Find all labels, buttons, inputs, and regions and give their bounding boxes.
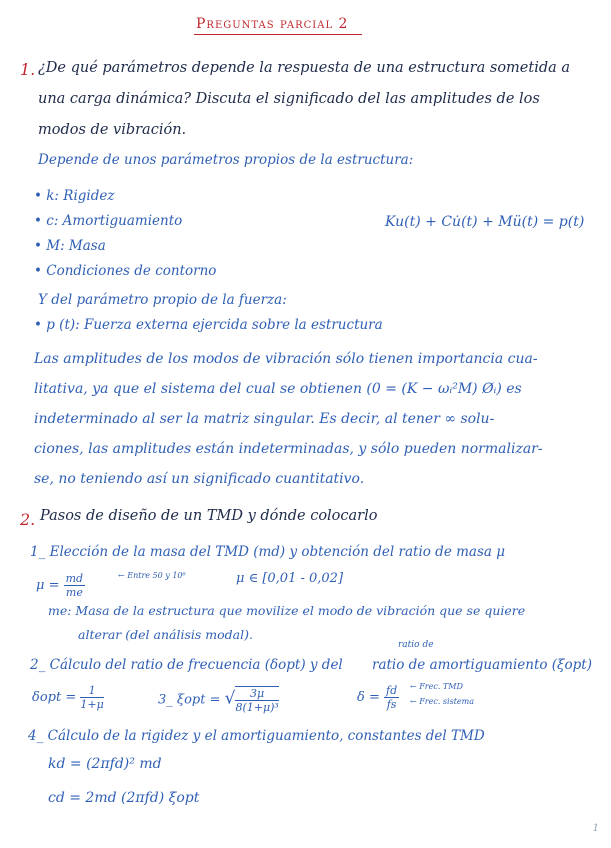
parameter-item: • c: Amortiguamiento	[34, 213, 183, 229]
mu-range: μ ∈ [0,01 - 0,02]	[236, 571, 344, 586]
force-intro: Y del parámetro propio de la fuerza:	[38, 292, 287, 308]
paragraph-line: se, no teniendo así un significado cuantitativo.	[34, 471, 365, 487]
frequency-fraction	[384, 684, 399, 711]
mu-numerator: md	[65, 572, 84, 585]
step-3: 3_ ξopt =	[158, 692, 221, 708]
paragraph-line: indeterminado al ser la matriz singular. Es decir, al tener ∞ solu-	[34, 411, 495, 427]
xi-numerator: 3μ	[235, 687, 278, 701]
step-2-b: ratio de amortiguamiento (ξopt)	[372, 657, 592, 673]
parameter-item: • Condiciones de contorno	[34, 263, 217, 279]
mu-denominator: me	[65, 586, 83, 599]
question-1-number: 1.	[20, 60, 36, 79]
delta-definition	[357, 684, 399, 711]
step-2: 2_ Cálculo del ratio de frecuencia (δopt) y del	[30, 657, 343, 673]
motion-equation: Ku(t) + Cu̇(t) + Mü(t) = p(t)	[385, 214, 585, 230]
parameter-item: • k: Rigidez	[34, 188, 115, 204]
question-1-line: modos de vibración.	[38, 122, 187, 138]
step-1: 1_ Elección de la masa del TMD (md) y obtención del ratio de masa μ	[30, 544, 505, 560]
delta-denominator: 1+μ	[80, 698, 104, 711]
question-1-line: ¿De qué parámetros depende la respuesta de una estructura sometida a	[38, 60, 571, 76]
xi-fraction	[235, 686, 278, 714]
xi-opt-formula	[158, 686, 279, 714]
question-2-number: 2.	[20, 510, 36, 529]
parameter-item: • M: Masa	[34, 238, 106, 254]
mu-lhs: μ =	[36, 578, 60, 593]
fd-label: fd	[386, 684, 398, 697]
kd-formula: kd = (2πfd)² md	[48, 756, 162, 772]
mu-fraction	[64, 572, 85, 599]
paragraph-line: litativa, ya que el sistema del cual se obtienen (0 = (K − ωᵢ²M) Øᵢ) es	[34, 381, 522, 397]
delta-opt-formula	[32, 684, 104, 711]
page-number: 1	[592, 823, 599, 834]
step-2-note: ratio de	[398, 640, 434, 650]
title-underline	[194, 34, 362, 35]
me-definition-cont: alterar (del análisis modal).	[78, 627, 253, 642]
force-item: • p (t): Fuerza externa ejercida sobre la estructura	[34, 317, 383, 333]
delta-fraction	[80, 684, 103, 711]
mu-formula	[36, 572, 85, 599]
answer-intro: Depende de unos parámetros propios de la estructura:	[38, 152, 414, 168]
fs-label: fs	[386, 698, 397, 711]
xi-denominator: 8(1+μ)³	[235, 701, 279, 714]
page-title: Preguntas parcial 2	[196, 16, 349, 32]
delta-numerator: 1	[80, 684, 103, 698]
question-1-line: una carga dinámica? Discuta el significado del las amplitudes de los	[38, 91, 540, 107]
sqrt-icon: √	[224, 688, 236, 709]
question-1-text	[38, 53, 598, 146]
cd-formula: cd = 2md (2πfd) ξopt	[48, 790, 200, 806]
question-2-title: Pasos de diseño de un TMD y dónde colocarlo	[40, 508, 378, 524]
delta-opt-lhs: δopt =	[32, 690, 77, 705]
delta-lhs: δ =	[357, 690, 380, 705]
fs-note: ← Frec. sistema	[410, 697, 474, 706]
parameter-list	[34, 184, 216, 284]
paragraph-line: Las amplitudes de los modos de vibración sólo tienen importancia cua-	[34, 351, 538, 367]
fd-note: ← Frec. TMD	[410, 682, 463, 691]
amplitudes-paragraph	[34, 344, 594, 494]
mu-note: ← Entre 50 y 10⁶	[118, 571, 186, 580]
me-definition: me: Masa de la estructura que movilize el modo de vibración que se quiere	[48, 603, 526, 618]
step-4: 4_ Cálculo de la rigidez y el amortiguamiento, constantes del TMD	[28, 728, 485, 744]
paragraph-line: ciones, las amplitudes están indeterminadas, y sólo pueden normalizar-	[34, 441, 543, 457]
